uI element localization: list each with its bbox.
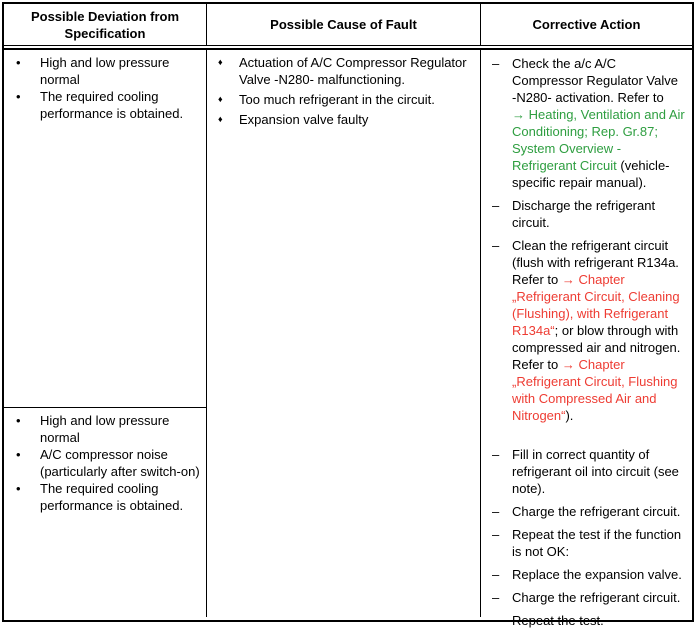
text-segment: High and low pressure normal — [40, 413, 170, 445]
dash-icon: – — [492, 447, 500, 462]
text-segment: Repeat the test if the function is not OK: — [512, 527, 682, 559]
text-segment: Actuation of A/C Compressor Regulator Valve -N280- malfunctioning. — [239, 55, 467, 87]
cross-reference-link-green: → Heating, Ventilation and Air Conditioning; Rep. Gr.87; System Overview - Refrigerant Circuit — [512, 107, 685, 173]
deviation-list-1 — [16, 54, 204, 122]
dash-icon: – — [492, 567, 500, 582]
cause-cell — [207, 50, 480, 131]
bullet-icon: • — [16, 413, 21, 428]
cause-item — [218, 111, 473, 128]
dash-icon: – — [492, 527, 500, 542]
text-segment: Expansion valve faulty — [239, 112, 369, 127]
deviation-item — [16, 54, 204, 88]
header-cell-cause — [207, 4, 481, 45]
header-cell-action — [481, 4, 692, 45]
dash-icon: – — [492, 56, 500, 71]
text-segment: (vehicle-specific repair manual). — [512, 158, 670, 190]
action-item — [492, 503, 685, 520]
action-item — [492, 55, 685, 191]
dash-icon: – — [492, 504, 500, 519]
list-item-text — [239, 91, 473, 108]
header-cell-deviation — [4, 4, 207, 45]
text-segment: ). — [565, 408, 574, 423]
dash-icon: – — [492, 613, 500, 628]
text-segment: Clean the refrigerant circuit (flush with refrigerant R134a. Refer to — [512, 238, 679, 287]
deviation-item — [16, 480, 204, 514]
text-segment: Replace the expansion valve. — [512, 567, 682, 582]
action-item — [492, 197, 685, 231]
list-item-text — [512, 526, 685, 560]
deviation-item — [16, 412, 204, 446]
bullet-icon: • — [16, 55, 21, 70]
deviation-cell-1 — [4, 50, 206, 408]
list-item-text — [512, 197, 685, 231]
list-item-text — [40, 412, 204, 446]
list-item-text — [40, 446, 204, 480]
list-item-text — [512, 612, 685, 629]
cross-reference-link-red: → Chapter „Refrigerant Circuit, Flushing with Compressed Air and Nitrogen“ — [512, 357, 678, 423]
text-segment: The required cooling performance is obtained. — [40, 481, 184, 513]
text-segment: Charge the refrigerant circuit. — [512, 590, 681, 605]
list-item-text — [512, 566, 685, 583]
cause-item — [218, 91, 473, 108]
cause-item — [218, 54, 473, 88]
action-item — [492, 589, 685, 606]
dash-icon: – — [492, 590, 500, 605]
dash-icon: – — [492, 198, 500, 213]
column-cause — [207, 50, 481, 617]
list-item-text — [40, 54, 204, 88]
cause-list — [218, 54, 473, 128]
text-segment: High and low pressure normal — [40, 55, 170, 87]
action-item — [492, 566, 685, 583]
action-item — [492, 446, 685, 497]
list-item-text — [239, 111, 473, 128]
text-segment: Fill in correct quantity of refrigerant oil into circuit (see note). — [512, 447, 679, 496]
list-item-text — [512, 503, 685, 520]
list-item-text — [239, 54, 473, 88]
bullet-icon: • — [16, 481, 21, 496]
table-header-row — [4, 4, 692, 46]
deviation-item — [16, 88, 204, 122]
text-segment: Check the a/c A/C Compressor Regulator Valve -N280- activation. Refer to — [512, 56, 678, 105]
deviation-item — [16, 446, 204, 480]
cross-reference-link-red: → Chapter „Refrigerant Circuit, Cleaning (Flushing), with Refrigerant R134a“ — [512, 272, 680, 338]
list-item-text — [40, 480, 204, 514]
diamond-bullet-icon: ♦ — [218, 57, 223, 67]
list-item-text — [40, 88, 204, 122]
text-segment: Too much refrigerant in the circuit. — [239, 92, 435, 107]
dash-icon: – — [492, 238, 500, 253]
list-item-text — [512, 446, 685, 497]
list-item-text — [512, 589, 685, 606]
column-deviation — [4, 50, 207, 617]
header-label-cause: Possible Cause of Fault — [270, 17, 417, 32]
action-item — [492, 237, 685, 424]
list-item-text — [512, 55, 685, 191]
text-segment: ; or blow through with compressed air and nitrogen. Refer to — [512, 323, 681, 372]
bullet-icon: • — [16, 89, 21, 104]
troubleshooting-table — [2, 2, 694, 628]
deviation-list-2 — [16, 412, 204, 514]
action-item — [492, 526, 685, 560]
header-label-action: Corrective Action — [532, 17, 641, 32]
table-body-row — [4, 48, 692, 628]
deviation-cell-2 — [4, 408, 206, 514]
list-item-text — [512, 237, 685, 424]
action-item — [492, 612, 685, 629]
text-segment: Charge the refrigerant circuit. — [512, 504, 681, 519]
text-segment: Repeat the test. — [512, 613, 604, 628]
action-cell — [481, 50, 692, 635]
header-label-deviation: Possible Deviation from Specification — [30, 8, 180, 41]
text-segment: Discharge the refrigerant circuit. — [512, 198, 656, 230]
column-action — [481, 50, 692, 628]
diamond-bullet-icon: ♦ — [218, 94, 223, 104]
diamond-bullet-icon: ♦ — [218, 114, 223, 124]
action-list — [492, 55, 685, 629]
text-segment: The required cooling performance is obtained. — [40, 89, 184, 121]
bullet-icon: • — [16, 447, 21, 462]
text-segment: A/C compressor noise (particularly after switch-on) — [40, 447, 200, 479]
